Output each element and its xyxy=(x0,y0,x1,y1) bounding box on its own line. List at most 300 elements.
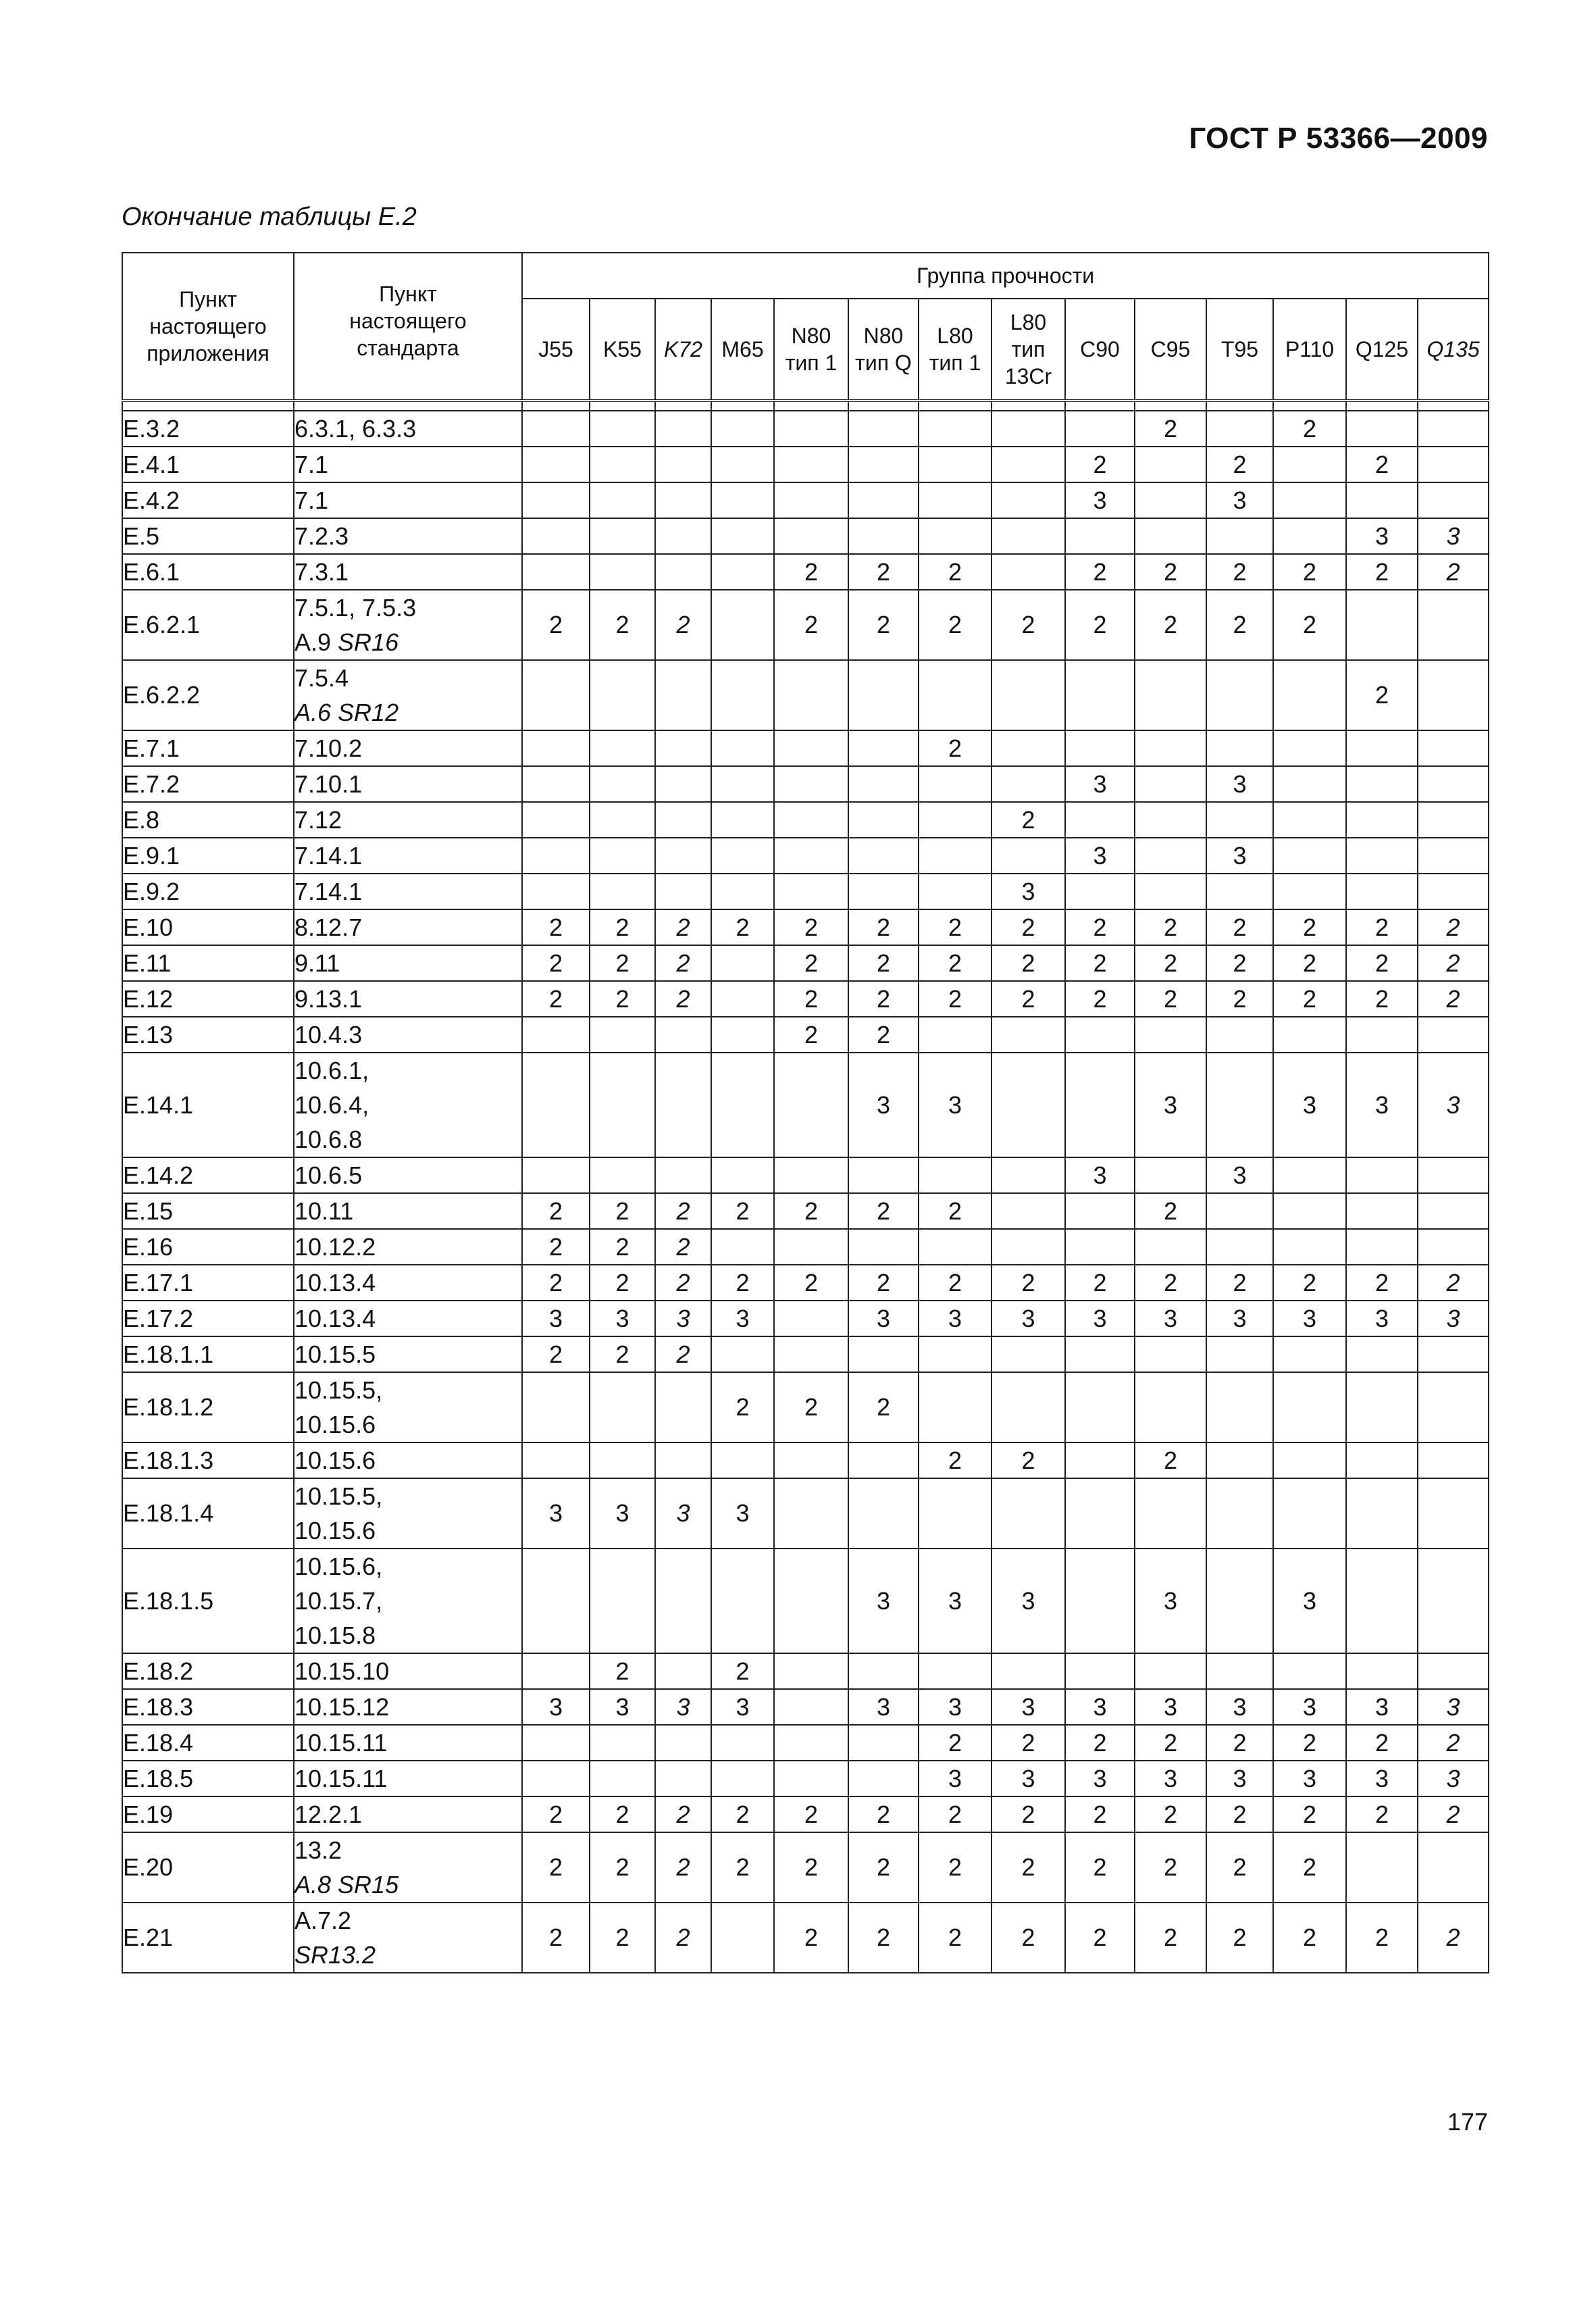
standard-item-cell xyxy=(294,1832,522,1903)
standard-item-cell xyxy=(294,1301,522,1336)
value-cell xyxy=(1206,730,1273,766)
value-cell: 2 xyxy=(590,1336,655,1372)
value-cell: 2 xyxy=(1135,1442,1206,1478)
value-cell: 2 xyxy=(992,1903,1065,1973)
value-cell: 3 xyxy=(655,1689,711,1725)
standard-ref-part: SR16 xyxy=(338,628,399,656)
value-cell xyxy=(1273,802,1346,838)
value-cell xyxy=(848,1229,919,1265)
value-cell xyxy=(1273,766,1346,802)
standard-ref-line: 12.2.1 xyxy=(294,1801,363,1828)
value-cell: 2 xyxy=(1135,909,1206,945)
standard-item-cell xyxy=(294,1478,522,1549)
standard-ref-line: A.7.2 xyxy=(294,1907,352,1934)
table-row xyxy=(122,1478,1489,1549)
value-cell xyxy=(848,1157,919,1193)
value-cell xyxy=(711,766,774,802)
table-row xyxy=(122,1442,1489,1478)
value-cell: 2 xyxy=(1206,945,1273,981)
table-row xyxy=(122,1903,1489,1973)
standard-ref-line: 10.15.6 xyxy=(294,1411,376,1438)
appendix-item-cell: Е.17.2 xyxy=(122,1301,294,1336)
standard-item-cell xyxy=(294,909,522,945)
value-cell xyxy=(711,730,774,766)
value-cell xyxy=(992,730,1065,766)
value-cell: 2 xyxy=(1065,1265,1135,1301)
value-cell xyxy=(1273,518,1346,554)
value-cell: 2 xyxy=(590,1832,655,1903)
header-grade xyxy=(848,299,919,401)
value-cell xyxy=(522,1372,590,1442)
value-cell: 2 xyxy=(774,909,848,945)
header-line: Q135 xyxy=(1426,337,1480,361)
standard-item-cell xyxy=(294,1903,522,1973)
value-cell xyxy=(1135,1157,1206,1193)
table-caption: Окончание таблицы Е.2 xyxy=(122,203,417,231)
value-cell xyxy=(711,981,774,1017)
table-row xyxy=(122,1017,1489,1053)
value-cell xyxy=(919,1653,992,1689)
value-cell xyxy=(522,1725,590,1761)
value-cell: 2 xyxy=(655,945,711,981)
standard-item-cell xyxy=(294,590,522,660)
header-line: 13Cr xyxy=(1004,364,1052,388)
value-cell xyxy=(590,1442,655,1478)
standard-item-cell xyxy=(294,1053,522,1157)
standard-item-cell xyxy=(294,945,522,981)
value-cell xyxy=(522,660,590,730)
value-cell: 3 xyxy=(1135,1301,1206,1336)
value-cell: 3 xyxy=(1206,482,1273,518)
value-cell xyxy=(1346,482,1418,518)
header-line: тип xyxy=(1011,337,1046,361)
value-cell xyxy=(1346,766,1418,802)
separator xyxy=(1346,401,1418,411)
value-cell xyxy=(774,1689,848,1725)
value-cell xyxy=(522,1442,590,1478)
value-cell: 2 xyxy=(1346,1725,1418,1761)
value-cell xyxy=(1273,1478,1346,1549)
standard-item-cell xyxy=(294,1017,522,1053)
value-cell: 3 xyxy=(1346,518,1418,554)
value-cell xyxy=(919,1157,992,1193)
standard-item-cell xyxy=(294,766,522,802)
value-cell: 2 xyxy=(1273,945,1346,981)
table-row xyxy=(122,411,1489,447)
standard-item-cell xyxy=(294,1372,522,1442)
value-cell: 3 xyxy=(1346,1689,1418,1725)
value-cell: 2 xyxy=(1418,909,1489,945)
value-cell: 2 xyxy=(1273,554,1346,590)
separator xyxy=(122,401,294,411)
header-grade xyxy=(1206,299,1273,401)
value-cell xyxy=(1135,730,1206,766)
header-appendix-item xyxy=(122,253,294,401)
header-line: K55 xyxy=(603,337,642,361)
value-cell xyxy=(992,1372,1065,1442)
value-cell xyxy=(1273,874,1346,909)
value-cell xyxy=(711,590,774,660)
value-cell xyxy=(919,1229,992,1265)
value-cell xyxy=(1135,838,1206,874)
value-cell xyxy=(848,660,919,730)
value-cell: 2 xyxy=(848,1796,919,1832)
value-cell xyxy=(655,660,711,730)
value-cell xyxy=(774,1157,848,1193)
value-cell xyxy=(1065,1442,1135,1478)
appendix-item-cell: Е.9.1 xyxy=(122,838,294,874)
value-cell: 2 xyxy=(1273,1796,1346,1832)
standard-item-cell xyxy=(294,1725,522,1761)
value-cell xyxy=(1418,1549,1489,1653)
value-cell xyxy=(1273,1336,1346,1372)
value-cell xyxy=(1206,660,1273,730)
appendix-item-cell: Е.12 xyxy=(122,981,294,1017)
value-cell: 2 xyxy=(1346,1796,1418,1832)
value-cell xyxy=(919,411,992,447)
value-cell xyxy=(655,1053,711,1157)
value-cell xyxy=(1206,1653,1273,1689)
standard-ref-line: 10.15.6, xyxy=(294,1553,383,1580)
value-cell: 2 xyxy=(848,1017,919,1053)
value-cell xyxy=(1346,1653,1418,1689)
value-cell: 2 xyxy=(1135,981,1206,1017)
value-cell xyxy=(1273,1442,1346,1478)
value-cell: 2 xyxy=(1135,1725,1206,1761)
value-cell xyxy=(992,411,1065,447)
value-cell: 2 xyxy=(1273,909,1346,945)
value-cell xyxy=(1206,1193,1273,1229)
table-row xyxy=(122,590,1489,660)
appendix-item-cell: Е.10 xyxy=(122,909,294,945)
value-cell xyxy=(1346,874,1418,909)
value-cell: 2 xyxy=(590,981,655,1017)
value-cell: 2 xyxy=(522,1336,590,1372)
value-cell: 2 xyxy=(774,1265,848,1301)
value-cell xyxy=(711,1017,774,1053)
value-cell xyxy=(711,945,774,981)
value-cell: 2 xyxy=(992,1442,1065,1478)
value-cell: 2 xyxy=(522,1832,590,1903)
value-cell xyxy=(774,730,848,766)
value-cell: 2 xyxy=(848,945,919,981)
value-cell: 2 xyxy=(711,1796,774,1832)
value-cell: 2 xyxy=(992,802,1065,838)
value-cell: 2 xyxy=(711,1372,774,1442)
standard-item-cell xyxy=(294,802,522,838)
standard-item-cell xyxy=(294,1265,522,1301)
value-cell xyxy=(1065,874,1135,909)
value-cell: 2 xyxy=(1065,909,1135,945)
value-cell xyxy=(919,447,992,482)
value-cell xyxy=(522,838,590,874)
value-cell xyxy=(1346,1229,1418,1265)
appendix-item-cell: Е.8 xyxy=(122,802,294,838)
header-grade xyxy=(711,299,774,401)
value-cell: 2 xyxy=(1135,590,1206,660)
value-cell xyxy=(1065,1017,1135,1053)
header-line: P110 xyxy=(1285,337,1335,361)
header-line: C95 xyxy=(1150,337,1191,361)
value-cell: 2 xyxy=(919,1725,992,1761)
value-cell xyxy=(1346,1442,1418,1478)
value-cell xyxy=(522,1549,590,1653)
value-cell xyxy=(590,660,655,730)
value-cell: 3 xyxy=(1206,838,1273,874)
value-cell xyxy=(522,1157,590,1193)
standard-item-cell xyxy=(294,1336,522,1372)
standard-item-cell xyxy=(294,554,522,590)
standard-item-cell xyxy=(294,1796,522,1832)
table-row xyxy=(122,1053,1489,1157)
value-cell xyxy=(919,874,992,909)
value-cell xyxy=(774,1653,848,1689)
value-cell xyxy=(1273,1372,1346,1442)
standard-item-cell xyxy=(294,874,522,909)
table-row xyxy=(122,1336,1489,1372)
value-cell xyxy=(1273,1229,1346,1265)
value-cell xyxy=(1418,590,1489,660)
value-cell xyxy=(848,1478,919,1549)
value-cell xyxy=(992,838,1065,874)
value-cell: 2 xyxy=(774,1193,848,1229)
standard-ref-line: 7.1 xyxy=(294,486,329,514)
value-cell xyxy=(1135,1653,1206,1689)
value-cell: 2 xyxy=(774,1903,848,1973)
header-line: тип Q xyxy=(855,351,912,375)
separator xyxy=(919,401,992,411)
header-line: стандарта xyxy=(357,336,459,360)
value-cell: 2 xyxy=(919,945,992,981)
value-cell: 3 xyxy=(919,1761,992,1796)
value-cell xyxy=(1206,874,1273,909)
value-cell xyxy=(655,766,711,802)
value-cell xyxy=(774,1301,848,1336)
value-cell xyxy=(655,1017,711,1053)
header-grade xyxy=(774,299,848,401)
appendix-item-cell: Е.18.5 xyxy=(122,1761,294,1796)
value-cell xyxy=(992,554,1065,590)
value-cell xyxy=(711,518,774,554)
value-cell xyxy=(655,838,711,874)
value-cell: 3 xyxy=(655,1478,711,1549)
value-cell xyxy=(590,802,655,838)
value-cell: 2 xyxy=(1206,1903,1273,1973)
value-cell: 2 xyxy=(590,1265,655,1301)
header-grade xyxy=(1273,299,1346,401)
value-cell xyxy=(1418,1478,1489,1549)
value-cell: 3 xyxy=(992,1761,1065,1796)
value-cell: 2 xyxy=(1273,590,1346,660)
standard-ref-line: A.6 SR12 xyxy=(294,699,399,726)
standard-ref-line: 10.13.4 xyxy=(294,1305,376,1332)
value-cell xyxy=(1273,660,1346,730)
value-cell: 3 xyxy=(919,1301,992,1336)
value-cell: 2 xyxy=(1418,945,1489,981)
appendix-item-cell: Е.7.1 xyxy=(122,730,294,766)
standard-ref-line: 10.15.5 xyxy=(294,1340,376,1368)
value-cell: 2 xyxy=(992,1725,1065,1761)
value-cell: 2 xyxy=(522,1229,590,1265)
value-cell xyxy=(522,482,590,518)
value-cell: 3 xyxy=(992,874,1065,909)
value-cell: 2 xyxy=(992,909,1065,945)
value-cell: 2 xyxy=(522,1193,590,1229)
value-cell xyxy=(1135,874,1206,909)
value-cell: 3 xyxy=(1418,518,1489,554)
value-cell xyxy=(774,1442,848,1478)
value-cell xyxy=(711,411,774,447)
table-row xyxy=(122,1157,1489,1193)
value-cell: 2 xyxy=(1065,1725,1135,1761)
table-row xyxy=(122,1725,1489,1761)
value-cell xyxy=(1135,482,1206,518)
value-cell xyxy=(1135,1017,1206,1053)
value-cell: 2 xyxy=(655,1229,711,1265)
value-cell: 3 xyxy=(1206,1157,1273,1193)
table-row xyxy=(122,802,1489,838)
appendix-item-cell: Е.5 xyxy=(122,518,294,554)
value-cell xyxy=(1206,1336,1273,1372)
value-cell xyxy=(711,1903,774,1973)
value-cell xyxy=(1206,1229,1273,1265)
value-cell xyxy=(1206,802,1273,838)
value-cell: 2 xyxy=(1065,981,1135,1017)
table-row xyxy=(122,554,1489,590)
value-cell xyxy=(992,1017,1065,1053)
value-cell xyxy=(655,1372,711,1442)
standard-item-cell xyxy=(294,518,522,554)
value-cell xyxy=(1065,518,1135,554)
value-cell: 2 xyxy=(1206,1796,1273,1832)
value-cell xyxy=(711,1053,774,1157)
separator xyxy=(848,401,919,411)
value-cell xyxy=(655,1157,711,1193)
header-line: C90 xyxy=(1080,337,1120,361)
value-cell: 2 xyxy=(1418,1796,1489,1832)
value-cell xyxy=(992,1336,1065,1372)
standard-ref-line: 10.15.10 xyxy=(294,1657,390,1685)
table-row xyxy=(122,1796,1489,1832)
value-cell: 3 xyxy=(1273,1301,1346,1336)
header-strength-group: Группа прочности xyxy=(522,253,1489,299)
value-cell: 2 xyxy=(590,909,655,945)
appendix-item-cell: Е.18.1.3 xyxy=(122,1442,294,1478)
standard-item-cell xyxy=(294,482,522,518)
value-cell: 2 xyxy=(848,554,919,590)
value-cell xyxy=(848,447,919,482)
value-cell: 2 xyxy=(711,1653,774,1689)
value-cell: 2 xyxy=(1065,945,1135,981)
standard-ref-line: 6.3.1, 6.3.3 xyxy=(294,415,417,443)
value-cell xyxy=(1418,1157,1489,1193)
standard-item-cell xyxy=(294,1229,522,1265)
value-cell xyxy=(1135,1372,1206,1442)
value-cell xyxy=(1065,411,1135,447)
value-cell xyxy=(919,482,992,518)
value-cell xyxy=(848,802,919,838)
value-cell xyxy=(1273,447,1346,482)
header-grade xyxy=(655,299,711,401)
value-cell: 2 xyxy=(848,981,919,1017)
header-line: J55 xyxy=(538,337,573,361)
value-cell: 3 xyxy=(1065,838,1135,874)
value-cell xyxy=(992,1193,1065,1229)
value-cell: 2 xyxy=(848,1193,919,1229)
value-cell: 3 xyxy=(590,1689,655,1725)
value-cell xyxy=(1418,1193,1489,1229)
value-cell: 2 xyxy=(919,1442,992,1478)
value-cell: 2 xyxy=(590,590,655,660)
value-cell: 2 xyxy=(655,981,711,1017)
document-code: ГОСТ Р 53366—2009 xyxy=(1189,122,1488,155)
value-cell: 3 xyxy=(1418,1689,1489,1725)
value-cell: 2 xyxy=(1135,554,1206,590)
value-cell xyxy=(1065,1372,1135,1442)
standard-item-cell xyxy=(294,1157,522,1193)
value-cell: 3 xyxy=(992,1549,1065,1653)
value-cell xyxy=(590,766,655,802)
value-cell xyxy=(1346,1832,1418,1903)
table-row xyxy=(122,1229,1489,1265)
value-cell: 3 xyxy=(1273,1053,1346,1157)
standard-ref-line: 10.15.5, xyxy=(294,1482,383,1510)
value-cell xyxy=(711,1549,774,1653)
value-cell xyxy=(1206,1549,1273,1653)
value-cell xyxy=(919,838,992,874)
table-row xyxy=(122,766,1489,802)
value-cell: 2 xyxy=(655,590,711,660)
value-cell: 3 xyxy=(1135,1761,1206,1796)
value-cell xyxy=(711,1336,774,1372)
appendix-item-cell: Е.18.1.2 xyxy=(122,1372,294,1442)
standard-ref-line: 10.15.12 xyxy=(294,1693,390,1721)
value-cell xyxy=(1065,1336,1135,1372)
value-cell: 2 xyxy=(1065,447,1135,482)
standard-item-cell xyxy=(294,1193,522,1229)
value-cell: 3 xyxy=(1206,1689,1273,1725)
value-cell xyxy=(655,1549,711,1653)
value-cell: 2 xyxy=(655,1796,711,1832)
value-cell: 2 xyxy=(522,1796,590,1832)
value-cell xyxy=(1135,1229,1206,1265)
value-cell xyxy=(590,447,655,482)
value-cell xyxy=(774,411,848,447)
value-cell xyxy=(590,1549,655,1653)
value-cell: 3 xyxy=(1065,482,1135,518)
value-cell xyxy=(655,1725,711,1761)
header-grade xyxy=(522,299,590,401)
standard-ref-line: 7.14.1 xyxy=(294,878,363,905)
header-grade xyxy=(992,299,1065,401)
value-cell xyxy=(848,766,919,802)
value-cell xyxy=(992,1478,1065,1549)
value-cell: 2 xyxy=(1065,1903,1135,1973)
value-cell xyxy=(711,838,774,874)
value-cell xyxy=(992,1653,1065,1689)
value-cell: 2 xyxy=(992,981,1065,1017)
value-cell: 2 xyxy=(1206,909,1273,945)
value-cell xyxy=(590,1372,655,1442)
value-cell: 2 xyxy=(774,1017,848,1053)
value-cell xyxy=(1206,1442,1273,1478)
value-cell xyxy=(590,838,655,874)
table-row xyxy=(122,447,1489,482)
value-cell: 2 xyxy=(848,1903,919,1973)
value-cell: 3 xyxy=(1135,1053,1206,1157)
value-cell xyxy=(1135,518,1206,554)
standard-item-cell xyxy=(294,411,522,447)
